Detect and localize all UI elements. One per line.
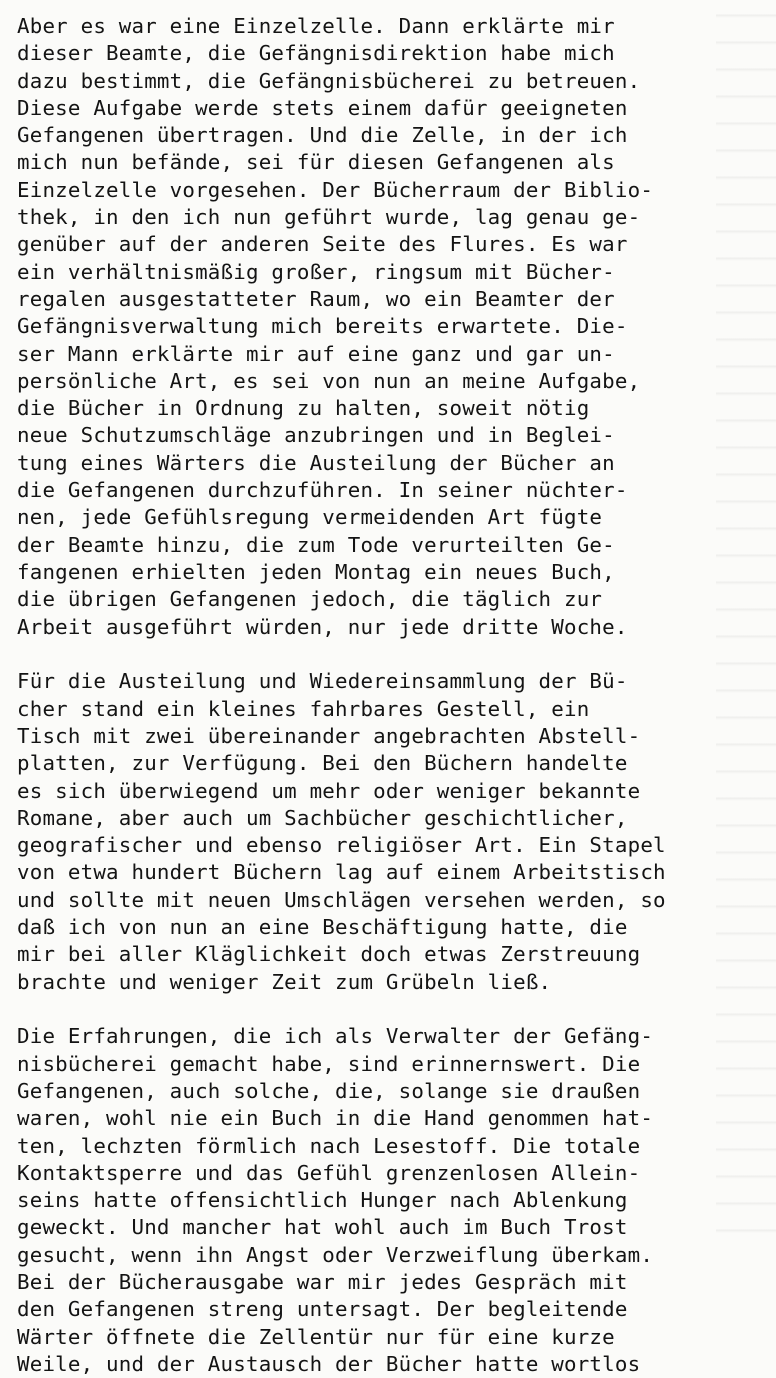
text-line: tung eines Wärters die Austeilung der Bücher an xyxy=(17,450,615,475)
paragraph-1 xyxy=(17,13,762,641)
text-line: Wärter öffnete die Zellentür nur für eine kurze xyxy=(17,1324,615,1349)
text-line: geografischer und ebenso religiöser Art. Ein Stapel xyxy=(17,833,666,858)
text-line: daß ich von nun an eine Beschäftigung hatte, die xyxy=(17,915,628,939)
text-line: Arbeit ausgeführt würden, nur jede dritte Woche. xyxy=(17,614,628,639)
paragraph-gap xyxy=(17,996,762,1024)
text-line: cher stand ein kleines fahrbares Gestell, ein xyxy=(17,696,590,721)
text-line: Gefängnisverwaltung mich bereits erwartete. Die- xyxy=(17,314,628,339)
text-line: nisbücherei gemacht habe, sind erinnernswert. Die xyxy=(17,1051,641,1076)
text-line: ser Mann erklärte mir auf eine ganz und gar un- xyxy=(17,341,615,366)
text-line: ten, lechzten förmlich nach Lesestoff. Die totale xyxy=(17,1133,641,1158)
text-line: Diese Aufgabe werde stets einem dafür geeigneten xyxy=(17,95,628,120)
text-line: genüber auf der anderen Seite des Flures. Es war xyxy=(17,232,628,257)
text-line: Für die Austeilung und Wiedereinsammlung der Bü- xyxy=(17,669,628,694)
paragraph-gap xyxy=(17,641,762,669)
text-line: und sollte mit neuen Umschlägen versehen werden, so xyxy=(17,887,666,912)
text-line: Aber es war eine Einzelzelle. Dann erklärte mir xyxy=(17,14,615,38)
text-line: dieser Beamte, die Gefängnisdirektion habe mich xyxy=(17,41,615,66)
text-line: neue Schutzumschläge anzubringen und in Beglei- xyxy=(17,423,615,448)
text-line: mich nun befände, sei für diesen Gefangenen als xyxy=(17,150,615,175)
text-line: platten, zur Verfügung. Bei den Büchern handelte xyxy=(17,751,628,776)
text-line: es sich überwiegend um mehr oder weniger bekannte xyxy=(17,778,641,803)
text-line: waren, wohl nie ein Buch in die Hand genommen hat- xyxy=(17,1106,654,1131)
paragraph-3 xyxy=(17,1023,762,1378)
typed-page xyxy=(17,13,762,1378)
text-line: von etwa hundert Büchern lag auf einem Arbeitstisch xyxy=(17,860,666,885)
text-line: die Gefangenen durchzuführen. In seiner nüchter- xyxy=(17,478,628,503)
text-line: fangenen erhielten jeden Montag ein neues Buch, xyxy=(17,559,615,584)
text-line: Die Erfahrungen, die ich als Verwalter der Gefäng- xyxy=(17,1024,654,1049)
text-line: Gefangenen, auch solche, die, solange sie draußen xyxy=(17,1078,641,1103)
text-line: die übrigen Gefangenen jedoch, die täglich zur xyxy=(17,587,603,612)
text-line: ein verhältnismäßig großer, ringsum mit Bücher- xyxy=(17,259,615,284)
text-line: Einzelzelle vorgesehen. Der Bücherraum der Biblio- xyxy=(17,177,654,202)
text-line: Bei der Bücherausgabe war mir jedes Gespräch mit xyxy=(17,1270,628,1295)
text-line: Weile, und der Austausch der Bücher hatte wortlos xyxy=(17,1351,641,1376)
text-line: nen, jede Gefühlsregung vermeidenden Art fügte xyxy=(17,505,603,530)
text-line: gesucht, wenn ihn Angst oder Verzweiflung überkam. xyxy=(17,1242,654,1267)
text-line: der Beamte hinzu, die zum Tode verurteilten Ge- xyxy=(17,532,615,557)
text-line: geweckt. Und mancher hat wohl auch im Buch Trost xyxy=(17,1215,628,1240)
text-line: regalen ausgestatteter Raum, wo ein Beamter der xyxy=(17,286,615,311)
text-line: Romane, aber auch um Sachbücher geschichtlicher, xyxy=(17,805,628,830)
text-line: Kontaktsperre und das Gefühl grenzenlosen Allein- xyxy=(17,1160,641,1185)
text-line: Gefangenen übertragen. Und die Zelle, in der ich xyxy=(17,123,628,148)
text-line: brachte und weniger Zeit zum Grübeln ließ. xyxy=(17,969,552,994)
text-line: Tisch mit zwei übereinander angebrachten Abstell- xyxy=(17,723,641,748)
paragraph-2 xyxy=(17,668,762,996)
text-line: mir bei aller Kläglichkeit doch etwas Zerstreuung xyxy=(17,942,641,967)
text-line: die Bücher in Ordnung zu halten, soweit nötig xyxy=(17,396,590,421)
text-line: persönliche Art, es sei von nun an meine Aufgabe, xyxy=(17,368,641,393)
text-line: seins hatte offensichtlich Hunger nach Ablenkung xyxy=(17,1188,628,1213)
text-line: dazu bestimmt, die Gefängnisbücherei zu betreuen. xyxy=(17,68,641,93)
text-line: den Gefangenen streng untersagt. Der begleitende xyxy=(17,1297,628,1322)
text-line: thek, in den ich nun geführt wurde, lag genau ge- xyxy=(17,205,641,230)
